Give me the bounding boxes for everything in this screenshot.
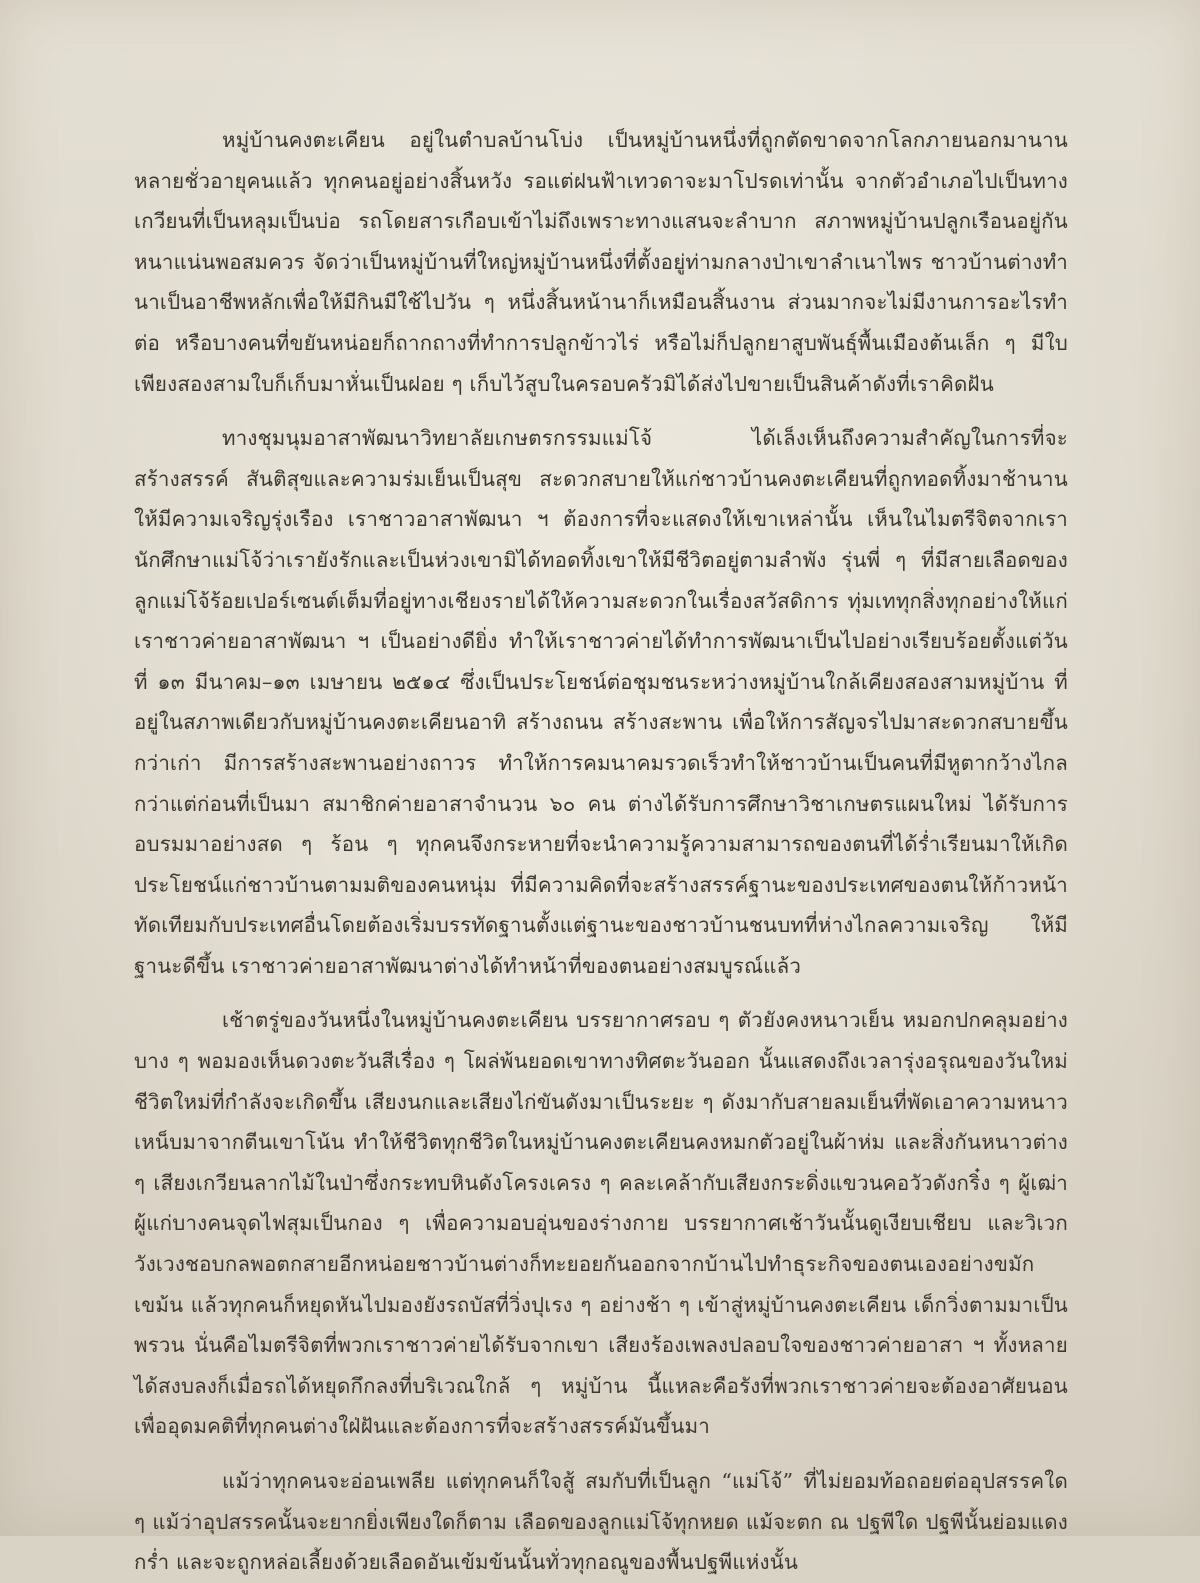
- paragraph-development-camp: ทางชุมนุมอาสาพัฒนาวิทยาลัยเกษตรกรรมแม่โจ้ ได้เล็งเห็นถึงความสำคัญในการที่จะสร้างสรรค์ สันติสุขและความร่มเย็นเป็นสุข สะดวกสบายให้แก่ชาวบ้านคงตะเคียนที่ถูกทอดทิ้งมาช้านาน ให้มีความเจริญรุ่งเรือง เราชาวอาสาพัฒนา ฯ ต้องการที่จะแสดงให้เขาเหล่านั้น เห็นในไมตรีจิตจากเรานักศึกษาแม่โจ้ว่าเรายังรักและเป็นห่วงเขามิได้ทอดทิ้งเขาให้มีชีวิตอยู่ตามลำพัง รุ่นพี่ ๆ ที่มีสายเลือดของลูกแม่โจ้ร้อยเปอร์เซนต์เต็มที่อยู่ทางเชียงรายได้ให้ความสะดวกในเรื่องสวัสดิการ ทุ่มเททุกสิ่งทุกอย่างให้แก่เราชาวค่ายอาสาพัฒนา ฯ เป็นอย่างดียิ่ง ทำให้เราชาวค่ายได้ทำการพัฒนาเป็นไปอย่างเรียบร้อยตั้งแต่วันที่ ๑๓ มีนาคม–๑๓ เมษายน ๒๕๑๔ ซึ่งเป็นประโยชน์ต่อชุมชนระหว่างหมู่บ้านใกล้เคียงสองสามหมู่บ้าน ที่อยู่ในสภาพเดียวกับหมู่บ้านคงตะเคียนอาทิ สร้างถนน สร้างสะพาน เพื่อให้การสัญจรไปมาสะดวกสบายขึ้นกว่าเก่า มีการสร้างสะพานอย่างถาวร ทำให้การคมนาคมรวดเร็วทำให้ชาวบ้านเป็นคนที่มีหูตากว้างไกลกว่าแต่ก่อนที่เป็นมา สมาชิกค่ายอาสาจำนวน ๖๐ คน ต่างได้รับการศึกษาวิชาเกษตรแผนใหม่ ได้รับการอบรมมาอย่างสด ๆ ร้อน ๆ ทุกคนจึงกระหายที่จะนำความรู้ความสามารถของตนที่ได้ร่ำเรียนมาให้เกิดประโยชน์แก่ชาวบ้านตามมติของคนหนุ่ม ที่มีความคิดที่จะสร้างสรรค์ฐานะของประเทศของตนให้ก้าวหน้าทัดเทียมกับประเทศอื่นโดยต้องเริ่มบรรทัดฐานตั้งแต่ฐานะของชาวบ้านชนบทที่ห่างไกลความเจริญ ให้มีฐานะดีขึ้น เราชาวค่ายอาสาพัฒนาต่างได้ทำหน้าที่ของตนอย่างสมบูรณ์แล้ว: [134, 426, 1068, 978]
- paragraph-morning-scene: เช้าตรู่ของวันหนึ่งในหมู่บ้านคงตะเคียน บรรยากาศรอบ ๆ ตัวยังคงหนาวเย็น หมอกปกคลุมอย่างบาง ๆ พอมองเห็นดวงตะวันสีเรื่อง ๆ โผล่พ้นยอดเขาทางทิศตะวันออก นั้นแสดงถึงเวลารุ่งอรุณของวันใหม่ ชีวิตใหม่ที่กำลังจะเกิดขึ้น เสียงนกและเสียงไก่ขันดังมาเป็นระยะ ๆ ดังมากับสายลมเย็นที่พัดเอาความหนาวเหน็บมาจากตีนเขาโน้น ทำให้ชีวิตทุกชีวิตในหมู่บ้านคงตะเคียนคงหมกตัวอยู่ในผ้าห่ม และสิ่งกันหนาวต่าง ๆ เสียงเกวียนลากไม้ในป่าซึ่งกระทบหินดังโครงเครง ๆ คละเคล้ากับเสียงกระดิ่งแขวนคอวัวดังกริ๋ง ๆ ผู้เฒ่าผู้แก่บางคนจุดไฟสุมเป็นกอง ๆ เพื่อความอบอุ่นของร่างกาย บรรยากาศเช้าวันนั้นดูเงียบเชียบ และวิเวกวังเวงชอบกลพอตกสายอีกหน่อยชาวบ้านต่างก็ทะยอยกันออกจากบ้านไปทำธุระกิจของตนเองอย่างขมักเขม้น แล้วทุกคนก็หยุดหันไปมองยังรถบัสที่วิ่งปุเรง ๆ อย่างช้า ๆ เข้าสู่หมู่บ้านคงตะเคียน เด็กวิ่งตามมาเป็นพรวน นั่นคือไมตรีจิตที่พวกเราชาวค่ายได้รับจากเขา เสียงร้องเพลงปลอบใจของชาวค่ายอาสา ฯ ทั้งหลายได้สงบลงก็เมื่อรถได้หยุดกึกลงที่บริเวณใกล้ ๆ หมู่บ้าน นี้แหละคือรังที่พวกเราชาวค่ายจะต้องอาศัยนอน เพื่ออุดมคติที่ทุกคนต่างใฝ่ฝันและต้องการที่จะสร้างสรรค์มันขึ้นมา: [134, 1008, 1068, 1439]
- paragraph-village-description: หมู่บ้านคงตะเคียน อยู่ในตำบลบ้านโบ่ง เป็นหมู่บ้านหนึ่งที่ถูกตัดขาดจากโลกภายนอกมานานหลายชั่วอายุคนแล้ว ทุกคนอยู่อย่างสิ้นหวัง รอแต่ฝนฟ้าเทวดาจะมาโปรดเท่านั้น จากตัวอำเภอไปเป็นทางเกวียนที่เป็นหลุมเป็นบ่อ รถโดยสารเกือบเข้าไม่ถึงเพราะทางแสนจะลำบาก สภาพหมู่บ้านปลูกเรือนอยู่กันหนาแน่นพอสมควร จัดว่าเป็นหมู่บ้านที่ใหญ่หมู่บ้านหนึ่งที่ตั้งอยู่ท่ามกลางป่าเขาลำเนาไพร ชาวบ้านต่างทำนาเป็นอาชีพหลักเพื่อให้มีกินมีใช้ไปวัน ๆ หนึ่งสิ้นหน้านาก็เหมือนสิ้นงาน ส่วนมากจะไม่มีงานการอะไรทำต่อ หรือบางคนที่ขยันหน่อยก็ถากถางที่ทำการปลูกข้าวไร่ หรือไม่ก็ปลูกยาสูบพันธุ์พื้นเมืองต้นเล็ก ๆ มีใบเพียงสองสามใบก็เก็บมาหั่นเป็นฝอย ๆ เก็บไว้สูบในครอบครัวมิได้ส่งไปขายเป็นสินค้าดังที่เราคิดฝัน: [134, 128, 1068, 396]
- paragraph-maejo-spirit: แม้ว่าทุกคนจะอ่อนเพลีย แต่ทุกคนก็ใจสู้ สมกับที่เป็นลูก “แม่โจ้” ที่ไม่ยอมท้อถอยต่ออุปสรรคใด ๆ แม้ว่าอุปสรรคนั้นจะยากยิ่งเพียงใดก็ตาม เลือดของลูกแม่โจ้ทุกหยด แม้จะตก ณ ปฐพีใด ปฐพีนั้นย่อมแดงกร่ำ และจะถูกหล่อเลี้ยงด้วยเลือดอันเข้มข้นนั้นทั่วทุกอณูของพื้นปฐพีแห่งนั้น: [134, 1469, 1068, 1575]
- body-text: [134, 120, 1068, 1583]
